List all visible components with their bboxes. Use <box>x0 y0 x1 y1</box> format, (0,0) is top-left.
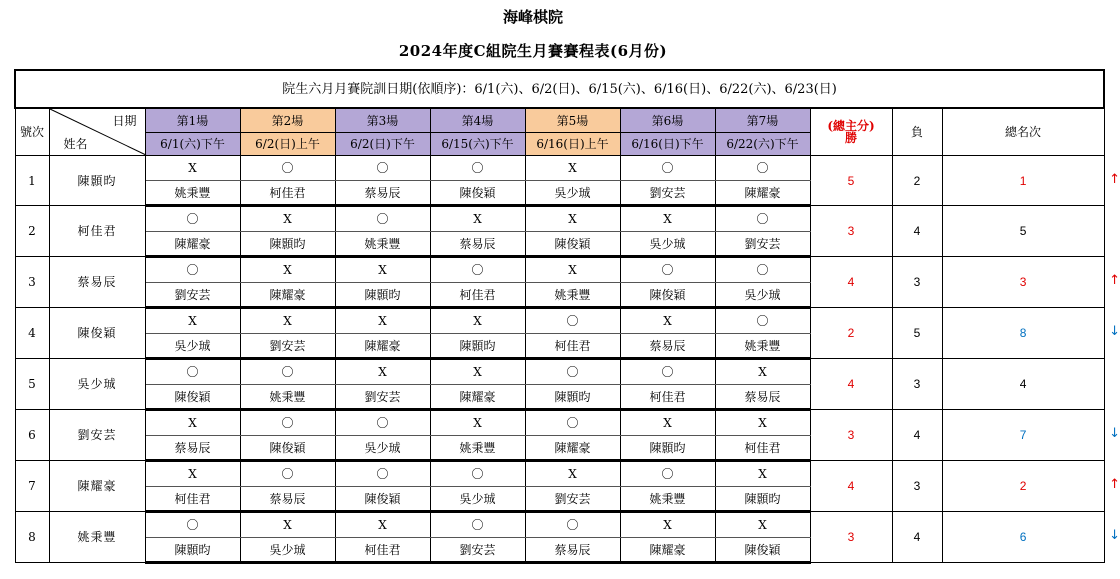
player-name: 陳顥昀 <box>49 156 145 206</box>
opponent-name: 姚秉豐 <box>715 334 810 359</box>
opponent-name: 劉安芸 <box>620 181 715 206</box>
losses-count: 3 <box>892 359 942 410</box>
result-mark: X <box>715 512 810 538</box>
opponent-name: 劉安芸 <box>240 334 335 359</box>
player-number: 2 <box>15 206 49 257</box>
opponent-name: 劉安芸 <box>145 283 240 308</box>
player-name: 劉安芸 <box>49 410 145 461</box>
result-mark: X <box>525 257 620 283</box>
result-mark: X <box>240 257 335 283</box>
player-name: 蔡易辰 <box>49 257 145 308</box>
result-mark: 〇 <box>620 156 715 181</box>
player-name: 姚秉豐 <box>49 512 145 563</box>
opponent-name: 蔡易辰 <box>430 232 525 257</box>
player-name: 柯佳君 <box>49 206 145 257</box>
opponent-name: 陳顥昀 <box>620 436 715 461</box>
opponent-name: 吳少珹 <box>620 232 715 257</box>
opponent-name: 姚秉豐 <box>240 385 335 410</box>
losses-header: 負 <box>892 108 942 156</box>
opponent-name: 陳俊穎 <box>525 232 620 257</box>
total-rank: 5 <box>942 206 1104 257</box>
player-number: 6 <box>15 410 49 461</box>
opponent-name: 陳俊穎 <box>430 181 525 206</box>
result-mark: X <box>525 156 620 181</box>
opponent-name: 吳少珹 <box>240 538 335 563</box>
opponent-name: 陳耀豪 <box>430 385 525 410</box>
opponent-name: 柯佳君 <box>430 283 525 308</box>
round-6-date: 6/16(日)下午 <box>620 133 715 156</box>
result-mark: 〇 <box>145 206 240 232</box>
arrow-up-icon: ↑ <box>1109 273 1120 288</box>
round-1-header: 第1場 <box>145 108 240 133</box>
round-7-date: 6/22(六)下午 <box>715 133 810 156</box>
result-mark: 〇 <box>335 156 430 181</box>
result-mark: X <box>335 512 430 538</box>
result-mark: X <box>525 461 620 487</box>
result-mark: X <box>620 308 715 334</box>
total-rank: 2 <box>942 461 1104 512</box>
opponent-name: 姚秉豐 <box>525 283 620 308</box>
opponent-name: 蔡易辰 <box>715 385 810 410</box>
player-number: 5 <box>15 359 49 410</box>
wins-count: 5 <box>810 156 892 206</box>
round-3-header: 第3場 <box>335 108 430 133</box>
opponent-name: 蔡易辰 <box>145 436 240 461</box>
opponent-name: 姚秉豐 <box>335 232 430 257</box>
opponent-name: 陳俊穎 <box>715 538 810 563</box>
schedule-table <box>14 69 1105 564</box>
result-mark: X <box>525 206 620 232</box>
result-mark: 〇 <box>525 359 620 385</box>
losses-count: 4 <box>892 410 942 461</box>
opponent-name: 姚秉豐 <box>620 487 715 512</box>
wins-header-line2: 勝 <box>844 131 857 145</box>
wins-count: 3 <box>810 410 892 461</box>
result-mark: X <box>715 359 810 385</box>
total-rank: 7 <box>942 410 1104 461</box>
result-mark: X <box>240 206 335 232</box>
date-name-header <box>49 108 145 156</box>
result-mark: 〇 <box>335 461 430 487</box>
opponent-name: 柯佳君 <box>335 538 430 563</box>
player-row <box>15 359 1104 385</box>
player-number: 3 <box>15 257 49 308</box>
total-rank: 4 <box>942 359 1104 410</box>
banner-row <box>15 70 1104 108</box>
losses-count: 3 <box>892 461 942 512</box>
result-mark: X <box>430 308 525 334</box>
opponent-name: 蔡易辰 <box>525 538 620 563</box>
opponent-name: 劉安芸 <box>430 538 525 563</box>
opponent-name: 陳顥昀 <box>145 538 240 563</box>
opponent-name: 陳顥昀 <box>240 232 335 257</box>
result-mark: 〇 <box>430 461 525 487</box>
arrow-down-icon: ↓ <box>1109 426 1120 441</box>
round-5-header: 第5場 <box>525 108 620 133</box>
arrow-down-icon: ↓ <box>1109 528 1120 543</box>
opponent-name: 蔡易辰 <box>335 181 430 206</box>
player-name: 陳耀豪 <box>49 461 145 512</box>
result-mark: X <box>145 308 240 334</box>
opponent-name: 柯佳君 <box>525 334 620 359</box>
wins-count: 3 <box>810 206 892 257</box>
training-dates-banner: 院生六月月賽院訓日期(依順序)：6/1(六)、6/2(日)、6/15(六)、6/16(日)、6/22(六)、6/23(日) <box>15 70 1104 108</box>
result-mark: X <box>240 308 335 334</box>
opponent-name: 蔡易辰 <box>620 334 715 359</box>
result-mark: 〇 <box>525 512 620 538</box>
player-row <box>15 512 1104 538</box>
player-number: 8 <box>15 512 49 563</box>
result-mark: X <box>430 359 525 385</box>
losses-count: 2 <box>892 156 942 206</box>
result-mark: 〇 <box>240 461 335 487</box>
player-row <box>15 410 1104 436</box>
result-mark: X <box>715 410 810 436</box>
result-mark: X <box>335 257 430 283</box>
result-mark: X <box>430 206 525 232</box>
result-mark: 〇 <box>335 410 430 436</box>
round-4-date: 6/15(六)下午 <box>430 133 525 156</box>
opponent-name: 陳顥昀 <box>335 283 430 308</box>
result-mark: X <box>335 359 430 385</box>
result-mark: 〇 <box>525 308 620 334</box>
result-mark: X <box>715 461 810 487</box>
opponent-name: 陳耀豪 <box>335 334 430 359</box>
result-mark: 〇 <box>145 359 240 385</box>
opponent-name: 陳俊穎 <box>335 487 430 512</box>
opponent-name: 陳耀豪 <box>240 283 335 308</box>
player-number: 1 <box>15 156 49 206</box>
losses-count: 5 <box>892 308 942 359</box>
rank-header: 總名次 <box>942 108 1104 156</box>
round-6-header: 第6場 <box>620 108 715 133</box>
wins-count: 3 <box>810 512 892 563</box>
player-number: 4 <box>15 308 49 359</box>
player-name: 吳少珹 <box>49 359 145 410</box>
result-mark: X <box>620 512 715 538</box>
result-mark: 〇 <box>525 410 620 436</box>
round-5-date: 6/16(日)上午 <box>525 133 620 156</box>
result-mark: 〇 <box>335 206 430 232</box>
result-mark: 〇 <box>430 512 525 538</box>
opponent-name: 陳俊穎 <box>240 436 335 461</box>
opponent-name: 吳少珹 <box>335 436 430 461</box>
opponent-name: 劉安芸 <box>525 487 620 512</box>
total-rank: 1 <box>942 156 1104 206</box>
result-mark: X <box>430 410 525 436</box>
opponent-name: 吳少珹 <box>145 334 240 359</box>
player-row <box>15 156 1104 181</box>
total-rank: 8 <box>942 308 1104 359</box>
no-header: 號次 <box>15 108 49 156</box>
header-row-1 <box>15 108 1104 133</box>
arrow-down-icon: ↓ <box>1109 324 1120 339</box>
opponent-name: 柯佳君 <box>620 385 715 410</box>
result-mark: 〇 <box>620 257 715 283</box>
result-mark: 〇 <box>240 410 335 436</box>
opponent-name: 劉安芸 <box>715 232 810 257</box>
opponent-name: 陳耀豪 <box>715 181 810 206</box>
wins-count: 4 <box>810 461 892 512</box>
result-mark: X <box>145 461 240 487</box>
result-mark: X <box>620 410 715 436</box>
opponent-name: 陳顥昀 <box>715 487 810 512</box>
wins-header <box>810 108 892 156</box>
result-mark: 〇 <box>715 156 810 181</box>
round-3-date: 6/2(日)下午 <box>335 133 430 156</box>
result-mark: X <box>145 410 240 436</box>
wins-count: 2 <box>810 308 892 359</box>
losses-count: 4 <box>892 206 942 257</box>
player-row <box>15 461 1104 487</box>
opponent-name: 姚秉豐 <box>430 436 525 461</box>
result-mark: X <box>145 156 240 181</box>
wins-count: 4 <box>810 257 892 308</box>
result-mark: X <box>335 308 430 334</box>
result-mark: X <box>620 206 715 232</box>
opponent-name: 陳俊穎 <box>145 385 240 410</box>
opponent-name: 柯佳君 <box>145 487 240 512</box>
player-row <box>15 206 1104 232</box>
player-number: 7 <box>15 461 49 512</box>
round-4-header: 第4場 <box>430 108 525 133</box>
round-2-header: 第2場 <box>240 108 335 133</box>
result-mark: 〇 <box>620 461 715 487</box>
date-label: 日期 <box>112 114 137 128</box>
wins-count: 4 <box>810 359 892 410</box>
opponent-name: 陳耀豪 <box>620 538 715 563</box>
result-mark: X <box>240 512 335 538</box>
total-rank: 6 <box>942 512 1104 563</box>
page-title: 海峰棋院 <box>502 8 563 26</box>
player-row <box>15 257 1104 283</box>
arrow-up-icon: ↑ <box>1109 171 1120 187</box>
opponent-name: 劉安芸 <box>335 385 430 410</box>
opponent-name: 吳少珹 <box>430 487 525 512</box>
opponent-name: 姚秉豐 <box>145 181 240 206</box>
player-name: 陳俊穎 <box>49 308 145 359</box>
arrow-up-icon: ↑ <box>1109 477 1120 492</box>
opponent-name: 陳俊穎 <box>620 283 715 308</box>
opponent-name: 吳少珹 <box>525 181 620 206</box>
result-mark: 〇 <box>715 308 810 334</box>
round-7-header: 第7場 <box>715 108 810 133</box>
player-row <box>15 308 1104 334</box>
result-mark: 〇 <box>715 257 810 283</box>
page-subtitle: 2024年度C組院生月賽賽程表(6月份) <box>398 42 668 60</box>
result-mark: 〇 <box>430 156 525 181</box>
losses-count: 3 <box>892 257 942 308</box>
opponent-name: 陳顥昀 <box>525 385 620 410</box>
opponent-name: 柯佳君 <box>240 181 335 206</box>
name-label: 姓名 <box>63 137 88 151</box>
result-mark: 〇 <box>620 359 715 385</box>
result-mark: 〇 <box>145 257 240 283</box>
losses-count: 4 <box>892 512 942 563</box>
wins-header-line1: (總主分) <box>827 119 875 133</box>
result-mark: 〇 <box>715 206 810 232</box>
opponent-name: 陳顥昀 <box>430 334 525 359</box>
total-rank: 3 <box>942 257 1104 308</box>
opponent-name: 陳耀豪 <box>525 436 620 461</box>
round-1-date: 6/1(六)下午 <box>145 133 240 156</box>
result-mark: 〇 <box>145 512 240 538</box>
opponent-name: 陳耀豪 <box>145 232 240 257</box>
opponent-name: 柯佳君 <box>715 436 810 461</box>
round-2-date: 6/2(日)上午 <box>240 133 335 156</box>
result-mark: 〇 <box>240 156 335 181</box>
result-mark: 〇 <box>240 359 335 385</box>
result-mark: 〇 <box>430 257 525 283</box>
opponent-name: 蔡易辰 <box>240 487 335 512</box>
opponent-name: 吳少珹 <box>715 283 810 308</box>
